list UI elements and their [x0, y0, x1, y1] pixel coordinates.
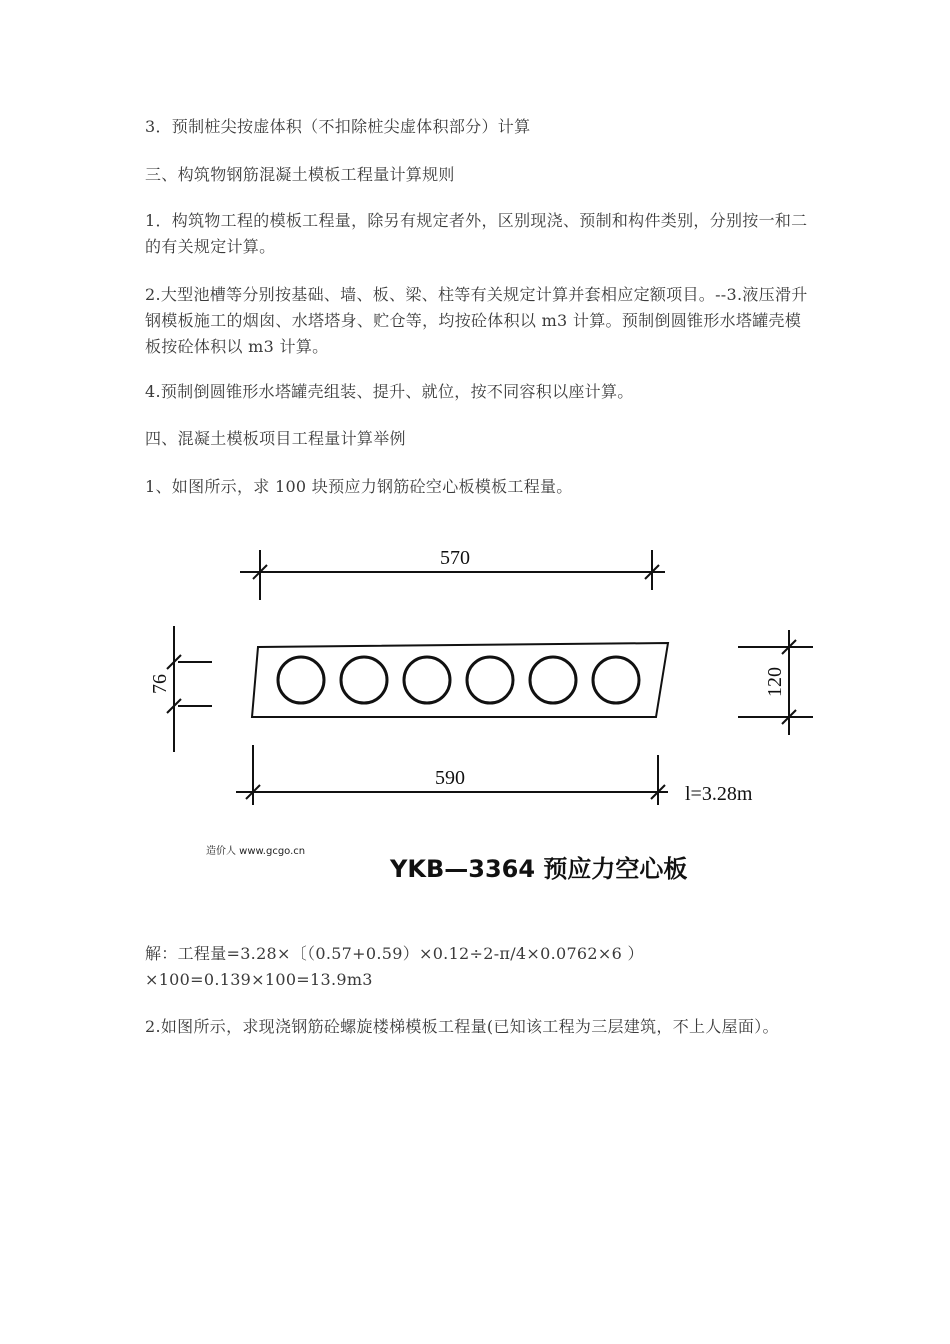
hollow-core-circle [278, 657, 324, 703]
hollow-cores [278, 657, 639, 703]
dim-top-570: 570 [440, 547, 470, 569]
hollow-core-circle [404, 657, 450, 703]
paragraph-example-1: 1、如图所示，求 100 块预应力钢筋砼空心板模板工程量。 [145, 477, 573, 496]
hollow-core-circle [467, 657, 513, 703]
section-heading-examples: 四、混凝土模板项目工程量计算举例 [145, 429, 406, 448]
paragraph-rule-2-3: 2.大型池槽等分别按基础、墙、板、梁、柱等有关规定计算并套相应定额项目。--3.液压滑升钢模板施工的烟囱、水塔塔身、贮仓等，均按砼体积以 m3 计算。预制倒圆锥形水塔罐壳模板按砼体积以 m3 计算。 [145, 285, 808, 356]
watermark-text: 造价人 www.gcgo.cn [206, 846, 306, 857]
solution-text: 解：工程量=3.28×〔（0.57+0.59）×0.12÷2-π/4×0.0762×6 ）×100=0.139×100=13.9m3 [145, 944, 644, 989]
paragraph-pile-tip: 3．预制桩尖按虚体积（不扣除桩尖虚体积部分）计算 [145, 117, 531, 136]
hollow-core-circle [530, 657, 576, 703]
dim-left-76: 76 [149, 674, 171, 694]
paragraph-example-2: 2.如图所示，求现浇钢筋砼螺旋楼梯模板工程量(已知该工程为三层建筑，不上人屋面）。 [145, 1017, 779, 1036]
figure-caption: YKB—3364 预应力空心板 [390, 855, 688, 883]
hollow-core-circle [341, 657, 387, 703]
paragraph-rule-1: 1．构筑物工程的模板工程量，除另有规定者外，区别现浇、预制和构件类别，分别按一和二的有关规定计算。 [145, 211, 808, 256]
section-heading-structures: 三、构筑物钢筋混凝土模板工程量计算规则 [145, 165, 455, 184]
hollow-core-circle [593, 657, 639, 703]
dim-right-120: 120 [764, 667, 786, 697]
dim-bottom-590: 590 [435, 767, 465, 789]
paragraph-rule-4: 4.预制倒圆锥形水塔罐壳组装、提升、就位，按不同容积以座计算。 [145, 382, 634, 401]
hollow-slab-figure [140, 530, 820, 890]
slab-length-label: l=3.28m [685, 783, 753, 805]
